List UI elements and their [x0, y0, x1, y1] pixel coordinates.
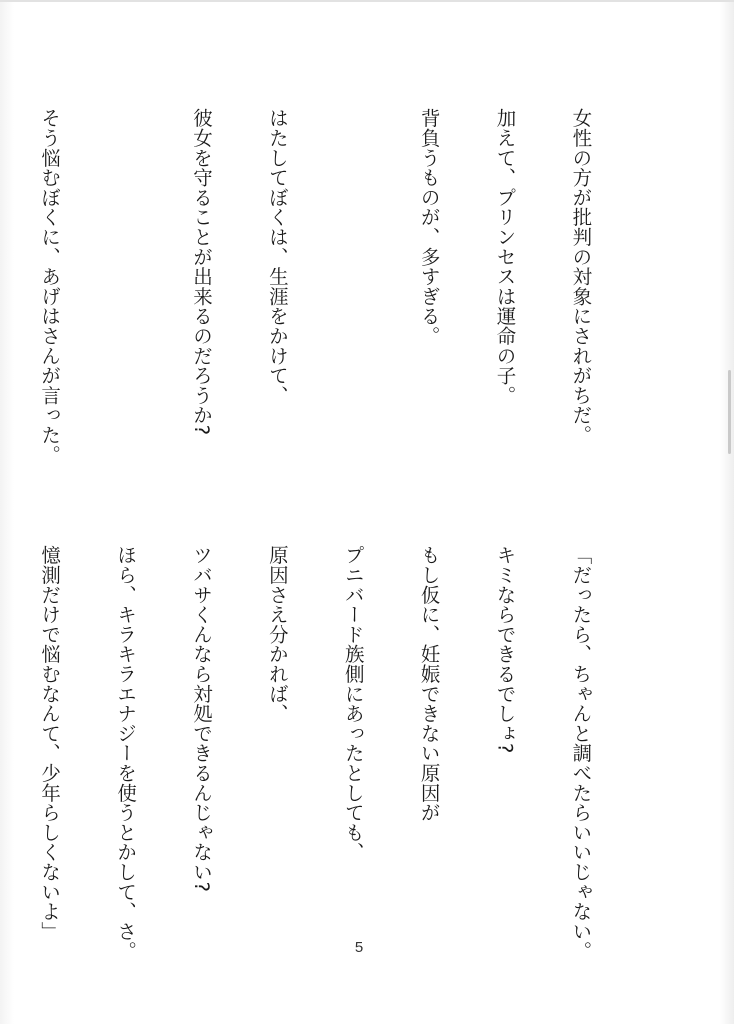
text-line: 背負うものが、多すぎる。 — [417, 108, 441, 346]
scrollbar-thumb[interactable] — [728, 370, 731, 454]
text-line: はたしてぼくは、生涯をかけて、 — [265, 108, 289, 405]
top-edge-rule — [0, 0, 734, 2]
text-line: 加えて、プリンセスは運命の子。 — [493, 108, 517, 405]
text-line: そう悩むぼくに、あげはさんが言った。 — [38, 108, 62, 465]
lower-text-block — [0, 545, 644, 961]
text-line: ツバサくんなら対処できるんじゃない? — [189, 545, 213, 893]
text-line: プニバード族側にあったとしても、 — [341, 545, 365, 862]
upper-text-block — [0, 108, 644, 488]
text-line: 憶測だけで悩むなんて、少年らしくないよ」 — [38, 545, 62, 941]
text-line: 女性の方が批判の対象にされがちだ。 — [569, 108, 593, 445]
text-line: 原因さえ分かれば、 — [265, 545, 289, 724]
paragraph-gap — [113, 108, 138, 488]
text-line: キミならできるでしょ? — [493, 545, 517, 754]
text-line: ほら、キラキラエナジーを使うとかして、さ。 — [114, 545, 138, 961]
page-number: 5 — [354, 939, 364, 956]
paragraph-gap — [340, 108, 365, 488]
text-line: 「だったら、ちゃんと調べたらいいじゃない。 — [569, 545, 593, 961]
text-line: もし仮に、妊娠できない原因が — [417, 545, 441, 823]
text-line: 彼女を守ることが出来るのだろうか? — [189, 108, 213, 436]
